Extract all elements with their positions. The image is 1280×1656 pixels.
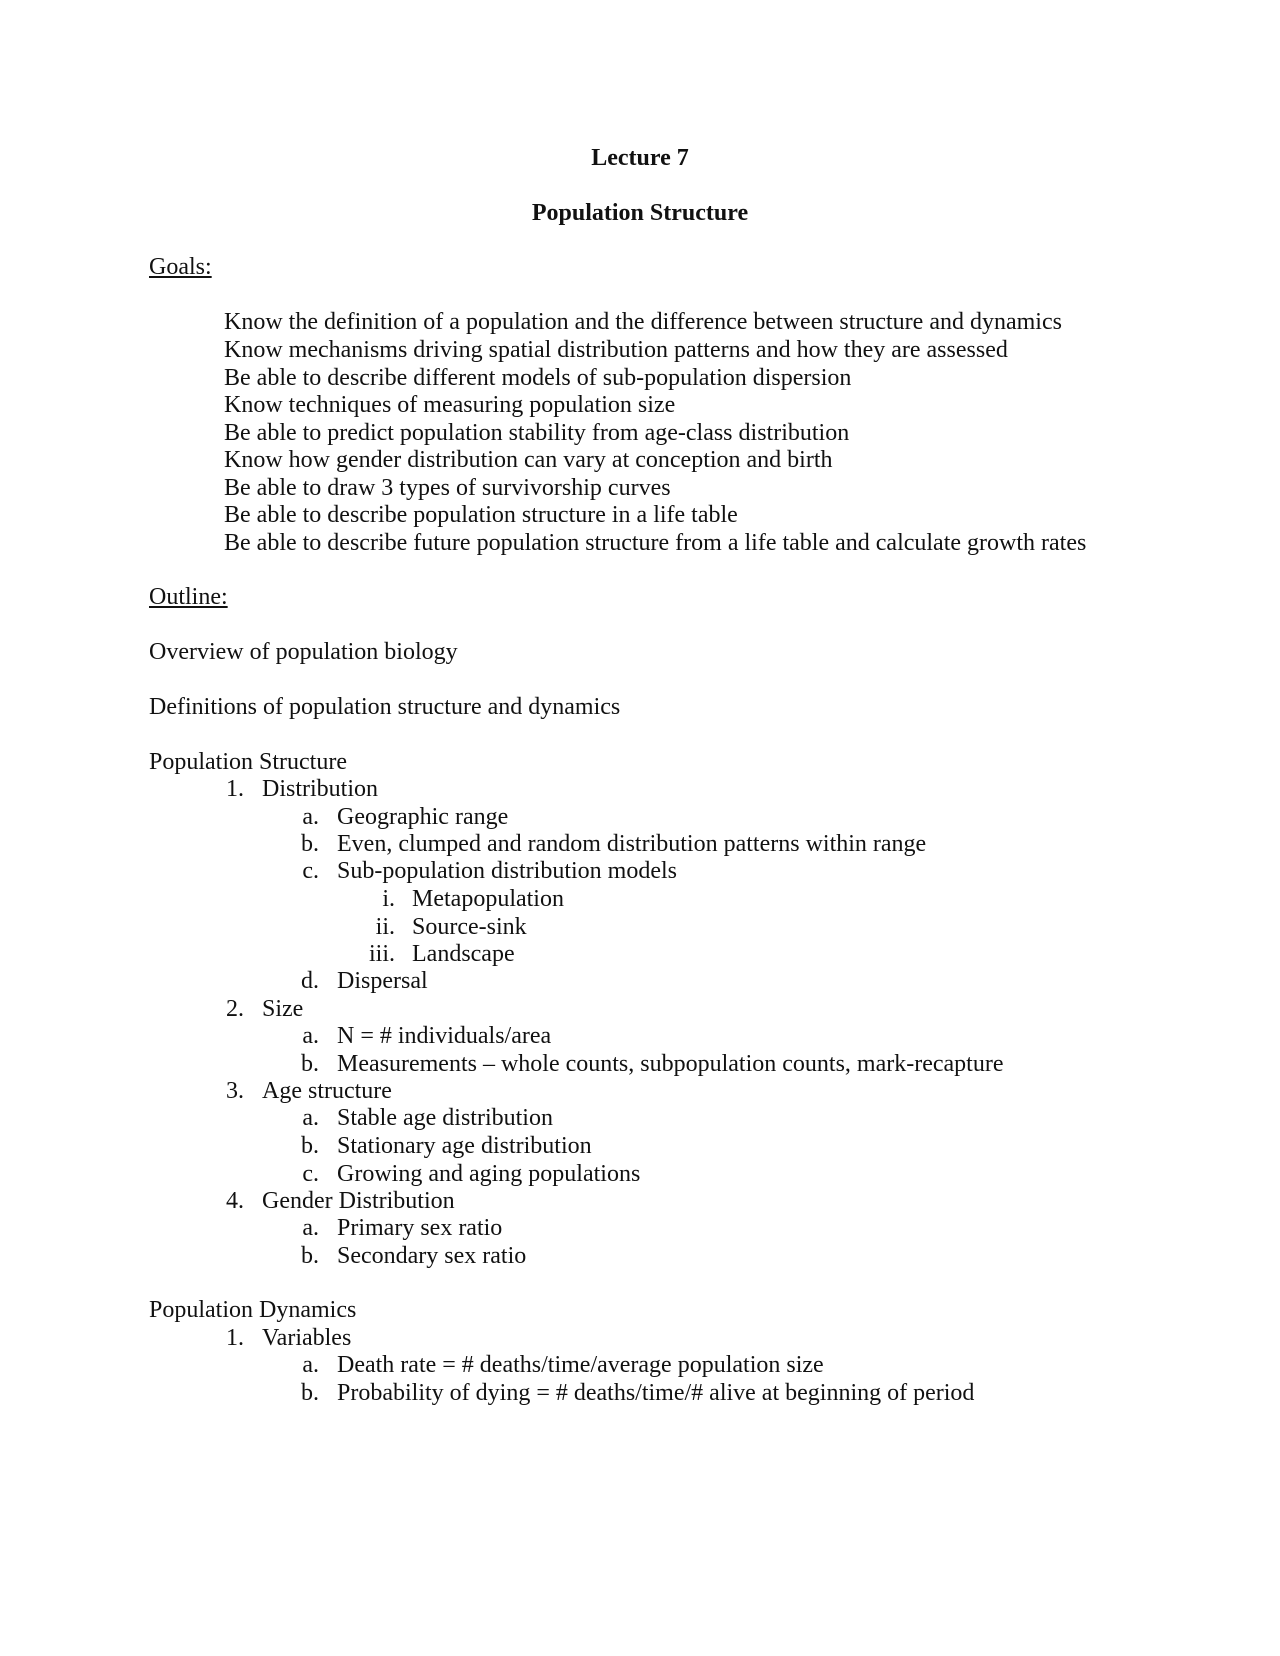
outline-marker: c. xyxy=(302,858,319,884)
goal-item: Be able to describe population structure in a life table xyxy=(224,502,738,528)
outline-marker: a. xyxy=(302,1352,319,1378)
outline-item: Age structure xyxy=(262,1078,392,1104)
outline-marker: i. xyxy=(382,886,395,912)
goal-item: Be able to describe future population structure from a life table and calculate growth rates xyxy=(224,530,1087,556)
outline-overview: Overview of population biology xyxy=(149,639,458,665)
lecture-subtitle: Population Structure xyxy=(531,200,749,226)
outline-item: Stationary age distribution xyxy=(337,1133,592,1159)
outline-item: Variables xyxy=(262,1325,352,1351)
outline-item: Probability of dying = # deaths/time/# alive at beginning of period xyxy=(337,1380,975,1406)
outline-item: Stable age distribution xyxy=(337,1105,553,1131)
outline-marker: b. xyxy=(301,1133,319,1159)
outline-marker: 4. xyxy=(226,1188,244,1214)
outline-marker: 3. xyxy=(226,1078,244,1104)
outline-marker: b. xyxy=(301,1051,319,1077)
goal-item: Know how gender distribution can vary at conception and birth xyxy=(224,447,833,473)
outline-marker: 1. xyxy=(226,776,244,802)
outline-item: Size xyxy=(262,996,304,1022)
outline-item: Even, clumped and random distribution patterns within range xyxy=(337,831,927,857)
outline-item: Source-sink xyxy=(412,914,527,940)
outline-item: Metapopulation xyxy=(412,886,564,912)
outline-item: Dispersal xyxy=(337,968,428,994)
goal-item: Know the definition of a population and the difference between structure and dynamics xyxy=(224,309,1062,335)
outline-item: Geographic range xyxy=(337,804,509,830)
outline-marker: a. xyxy=(302,804,319,830)
outline-item: Measurements – whole counts, subpopulation counts, mark-recapture xyxy=(337,1051,1004,1077)
goal-item: Be able to describe different models of sub-population dispersion xyxy=(224,365,852,391)
goal-item: Be able to predict population stability from age-class distribution xyxy=(224,420,850,446)
outline-item: Sub-population distribution models xyxy=(337,858,677,884)
outline-marker: b. xyxy=(301,831,319,857)
structure-heading: Population Structure xyxy=(149,749,347,775)
outline-item: Growing and aging populations xyxy=(337,1161,641,1187)
dynamics-heading: Population Dynamics xyxy=(149,1297,357,1323)
goals-label: Goals: xyxy=(149,254,212,280)
goal-item: Be able to draw 3 types of survivorship curves xyxy=(224,475,671,501)
outline-item: Distribution xyxy=(262,776,379,802)
outline-marker: ii. xyxy=(375,914,395,940)
outline-marker: 2. xyxy=(226,996,244,1022)
outline-marker: c. xyxy=(302,1161,319,1187)
outline-item: Landscape xyxy=(412,941,515,967)
outline-item: Death rate = # deaths/time/average population size xyxy=(337,1352,824,1378)
outline-marker: a. xyxy=(302,1215,319,1241)
outline-marker: iii. xyxy=(368,941,395,967)
goal-item: Know mechanisms driving spatial distribution patterns and how they are assessed xyxy=(224,337,1008,363)
outline-label: Outline: xyxy=(149,584,228,610)
outline-definitions: Definitions of population structure and dynamics xyxy=(149,694,621,720)
outline-item: Primary sex ratio xyxy=(337,1215,503,1241)
outline-marker: b. xyxy=(301,1243,319,1269)
outline-marker: b. xyxy=(301,1380,319,1406)
outline-marker: a. xyxy=(302,1105,319,1131)
outline-marker: d. xyxy=(301,968,319,994)
outline-item: Gender Distribution xyxy=(262,1188,455,1214)
outline-marker: 1. xyxy=(226,1325,244,1351)
lecture-title: Lecture 7 xyxy=(591,145,689,171)
goal-item: Know techniques of measuring population size xyxy=(224,392,676,418)
outline-item: N = # individuals/area xyxy=(337,1023,552,1049)
outline-marker: a. xyxy=(302,1023,319,1049)
outline-item: Secondary sex ratio xyxy=(337,1243,527,1269)
